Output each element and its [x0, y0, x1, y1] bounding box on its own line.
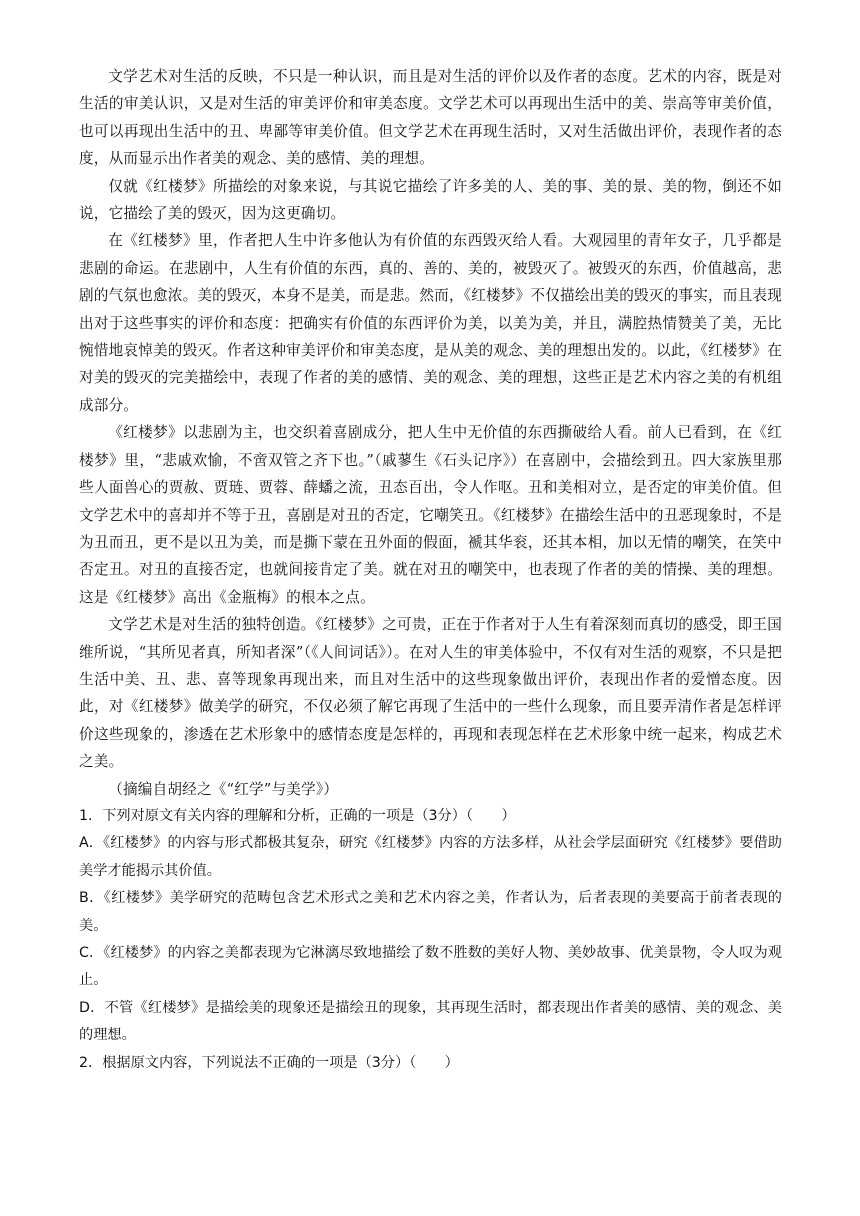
passage-paragraph: 文学艺术是对生活的独特创造。《红楼梦》之可贵，正在于作者对于人生有着深刻而真切的感受，即王国维所说，“其所见者真，所知者深”（《人间词话》）。在对人生的审美体验中，不仅有对生活的观察，不只是把生活中美、丑、悲、喜等现象再现出来，而且对生活中的这些现象做出评价，表现出作者的爱憎态度。因此，对《红楼梦》做美学的研究，不仅必须了解它再现了生活中的一些什么现象，而且要弄清作者是怎样评价这些现象的，渗透在艺术形象中的感情态度是怎样的，再现和表现怎样在艺术形象中统一起来，构成艺术之美。 [79, 616, 782, 771]
question-stem: 1．下列对原文有关内容的理解和分析，正确的一项是（3分）（ ） [79, 807, 516, 824]
passage-source: （摘编自胡经之《“红学”与美学》） [108, 780, 339, 798]
option-d[interactable]: D．不管《红楼梦》是描绘美的现象还是描绘丑的现象，其再现生活时，都表现出作者美的感情、美的观念、美的理想。 [79, 999, 782, 1044]
exam-page [79, 63, 782, 1077]
passage-paragraph: 《红楼梦》以悲剧为主，也交织着喜剧成分，把人生中无价值的东西撕破给人看。前人已看到，在《红楼梦》里，“悲戚欢愉，不啻双管之齐下也。”（戚蓼生《石头记序》）在喜剧中，会描绘到丑。四大家族里那些人面兽心的贾赦、贾琏、贾蓉、薛蟠之流，丑态百出，令人作呕。丑和美相对立，是否定的审美价值。但文学艺术中的喜却并不等于丑，喜剧是对丑的否定，它嘲笑丑。《红楼梦》在描绘生活中的丑恶现象时，不是为丑而丑，更不是以丑为美，而是撕下蒙在丑外面的假面，褫其华衮，还其本相，加以无情的嘲笑，在笑中否定丑。对丑的直接否定，也就间接肯定了美。就在对丑的嘲笑中，也表现了作者的美的情操、美的理想。这是《红楼梦》高出《金瓶梅》的根本之点。 [79, 424, 782, 606]
question-2 [79, 1050, 782, 1077]
passage-paragraph: 在《红楼梦》里，作者把人生中许多他认为有价值的东西毁灭给人看。大观园里的青年女子，几乎都是悲剧的命运。在悲剧中，人生有价值的东西，真的、善的、美的，被毁灭了。被毁灭的东西，价值越高，悲剧的气氛也愈浓。美的毁灭，本身不是美，而是悲。然而，《红楼梦》不仅描绘出美的毁灭的事实，而且表现出对于这些事实的评价和态度：把确实有价值的东西评价为美，以美为美，并且，满腔热情赞美了美，无比惋惜地哀悼美的毁灭。作者这种审美评价和审美态度，是从美的观念、美的理想出发的。以此，《红楼梦》在对美的毁灭的完美描绘中，表现了作者的美的感情、美的观念、美的理想，这些正是艺术内容之美的有机组成部分。 [79, 232, 782, 414]
passage-paragraph: 仅就《红楼梦》所描绘的对象来说，与其说它描绘了许多美的人、美的事、美的景、美的物，倒还不如说，它描绘了美的毁灭，因为这更确切。 [79, 177, 782, 223]
reading-passage [79, 63, 782, 803]
question-1 [79, 803, 782, 1050]
option-a[interactable]: A．《红楼梦》的内容与形式都极其复杂，研究《红楼梦》内容的方法多样，从社会学层面研究《红楼梦》要借助美学才能揭示其价值。 [79, 835, 782, 879]
option-b[interactable]: B．《红楼梦》美学研究的范畴包含艺术形式之美和艺术内容之美，作者认为，后者表现的美要高于前者表现的美。 [79, 890, 782, 934]
passage-paragraph: 文学艺术对生活的反映，不只是一种认识，而且是对生活的评价以及作者的态度。艺术的内容，既是对生活的审美认识，又是对生活的审美评价和审美态度。文学艺术可以再现出生活中的美、崇高等审美价值，也可以再现出生活中的丑、卑鄙等审美价值。但文学艺术在再现生活时，又对生活做出评价，表现作者的态度，从而显示出作者美的观念、美的感情、美的理想。 [79, 68, 782, 168]
option-c[interactable]: C．《红楼梦》的内容之美都表现为它淋漓尽致地描绘了数不胜数的美好人物、美妙故事、优美景物，令人叹为观止。 [79, 945, 782, 989]
question-stem: 2．根据原文内容，下列说法不正确的一项是（3分）（ ） [79, 1054, 459, 1071]
